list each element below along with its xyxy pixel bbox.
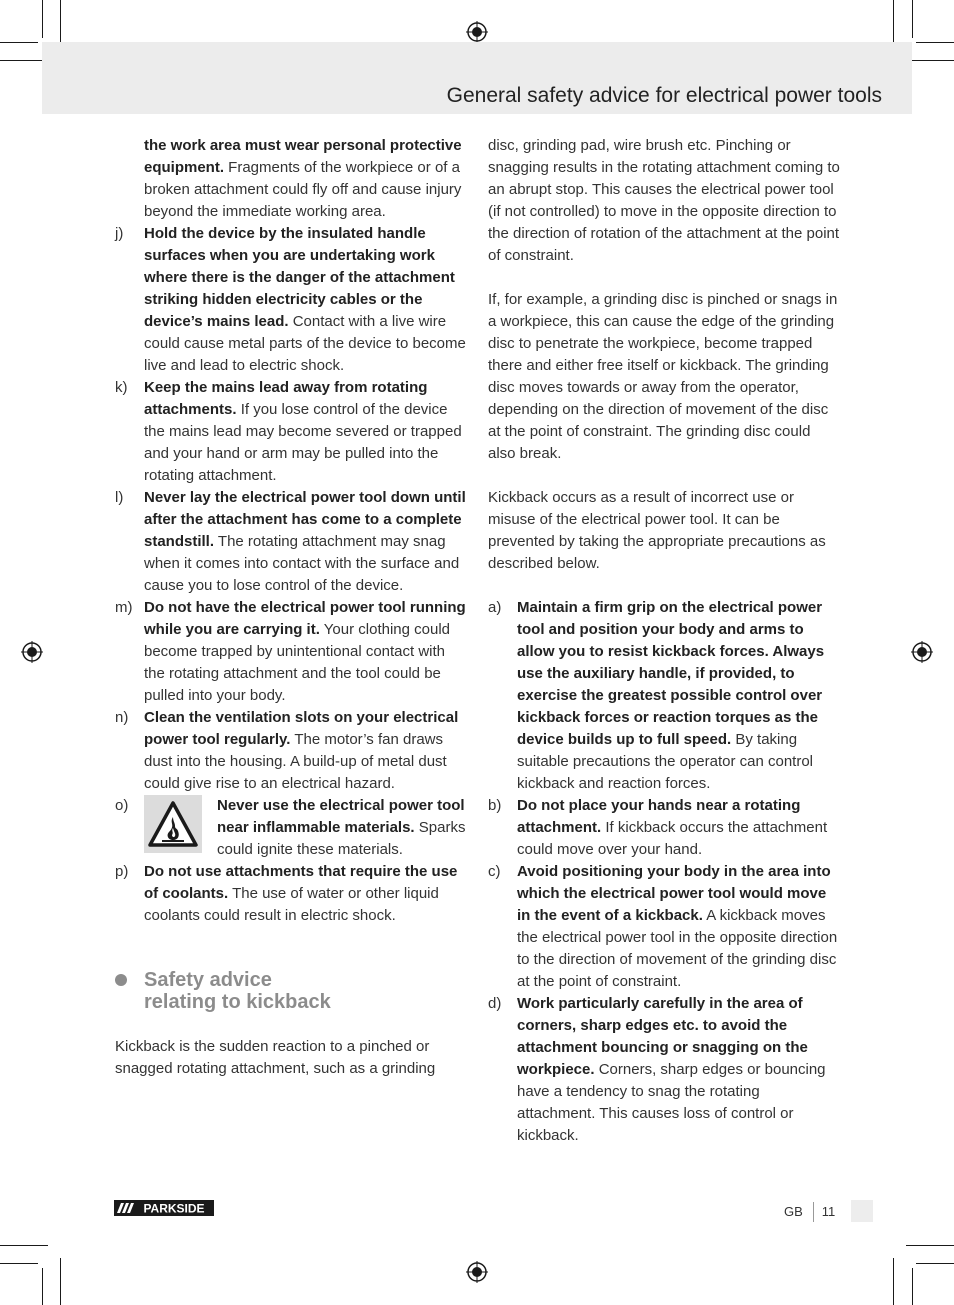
crop-mark [906,60,954,61]
crop-mark [0,42,38,43]
item-text: Sparks could ignite these materials. [217,819,466,858]
item-letter: d) [488,995,502,1012]
list-item-j [115,223,467,377]
item-bold: Clean the ventilation slots on your electrical power tool regularly. [144,709,459,748]
list-item-d [488,993,840,1147]
crop-mark [906,1245,954,1246]
fire-warning-icon [144,795,202,853]
item-text: Your clothing could become trapped by unintentional contact with the rotating attachment and the tool could be pulled into your body. [144,621,451,704]
separator [813,1202,814,1222]
item-letter: n) [115,709,129,726]
item-letter: b) [488,797,502,814]
list-item-k [115,377,467,487]
list-item-p [115,861,467,927]
page-title: General safety advice for electrical power tools [446,84,882,107]
item-text: A kickback moves the electrical power tool in the opposite direction to the direction of movement of the grinding disc at the point of constraint. [517,907,838,990]
item-bold: Do not use attachments that require the use of coolants. [144,863,458,902]
crop-mark [916,1263,954,1264]
item-bold: Do not have the electrical power tool running while you are carrying it. [144,599,466,638]
item-bold: Never lay the electrical power tool down until after the attachment has come to a complete standstill. [144,489,466,550]
list-item-o [115,795,467,861]
item-bold: Maintain a firm grip on the electrical power tool and position your body and arms to allow you to resist kickback forces. Always use the auxiliary handle, if provided, to exercise the greatest possible control over kickback forces or reaction torques as the device builds up to full speed. [517,599,825,748]
crop-mark [893,0,894,48]
item-bold: Hold the device by the insulated handle surfaces when you are undertaking work where there is the danger of the attachment striking hidden electricity cables or the device’s mains lead. [144,225,455,330]
body-paragraph: disc, grinding pad, wire brush etc. Pinching or snagging results in the rotating attachment coming to an abrupt stop. This causes the electrical power tool (if not controlled) to move in the opposite direction to the direction of rotation of the attachment at the point of constraint. [488,137,840,264]
crop-mark [0,1263,38,1264]
item-text: If kickback occurs the attachment could move over your hand. [517,819,828,858]
heading-line: relating to kickback [144,991,331,1013]
item-letter: a) [488,599,502,616]
paragraph-text: Fragments of the workpiece or of a broken attachment could fly off and cause injury beyond the immediate working area. [144,159,462,220]
crop-mark [893,1258,894,1305]
crop-mark [42,1268,43,1305]
item-text: By taking suitable precautions the operator can control kickback and reaction forces. [517,731,814,792]
registration-mark-icon [21,641,43,663]
body-paragraph: If, for example, a grinding disc is pinched or snags in a workpiece, this can cause the edge of the grinding disc to penetrate the workpiece, become trapped there and either free itself or kickback. The grinding disc moves towards or away from the operator, depending on the direction of movement of the disc at the point of constraint. The grinding disc could also break. [488,291,838,462]
parkside-logo [114,1200,214,1216]
item-text: Corners, sharp edges or bouncing have a tendency to snag the rotating attachment. This causes loss of control or kickback. [517,1061,826,1144]
registration-mark-icon [911,641,933,663]
list-item-c [488,861,840,993]
item-letter: l) [115,489,124,506]
right-column [488,135,840,1147]
list-item-m [115,597,467,707]
item-bold: Work particularly carefully in the area of corners, sharp edges etc. to avoid the attachment bouncing or snagging on the workpiece. [517,995,808,1078]
crop-mark [916,42,954,43]
item-text: Contact with a live wire could cause metal parts of the device to become live and lead to electric shock. [144,313,466,374]
footer-tab [851,1200,873,1222]
item-letter: o) [115,797,129,814]
paragraph-bold: the work area must wear personal protective equipment. [144,137,462,176]
heading-line: Safety advice [144,969,272,991]
item-text: The motor’s fan draws dust into the housing. A build-up of metal dust could give rise to an electrical hazard. [144,731,447,792]
list-item-a [488,597,840,795]
item-bold: Never use the electrical power tool near inflammable materials. [217,797,465,836]
crop-mark [42,0,43,38]
list-item-l [115,487,467,597]
item-text: If you lose control of the device the mains lead may become severed or trapped and your hand or arm may be pulled into the rotating attachment. [144,401,462,484]
crop-mark [0,1245,48,1246]
warning-row [144,795,467,861]
item-bold: Do not place your hands near a rotating attachment. [517,797,801,836]
page-number-area [784,1201,835,1223]
registration-mark-icon [466,1261,488,1283]
item-bold: Keep the mains lead away from rotating attachments. [144,379,428,418]
item-text: The rotating attachment may snag when it comes into contact with the surface and cause you to lose control of the device. [144,533,460,594]
item-bold: Avoid positioning your body in the area into which the electrical power tool would move in the event of a kickback. [517,863,831,924]
item-letter: p) [115,863,129,880]
body-paragraph: Kickback is the sudden reaction to a pinched or snagged rotating attachment, such as a grinding [115,1038,436,1077]
continued-paragraph [115,135,467,223]
brand-name: PARKSIDE [143,1201,205,1216]
list-item-b [488,795,840,861]
crop-mark [0,60,48,61]
left-column [115,135,467,1080]
crop-mark [60,0,61,48]
bullet-icon [115,974,127,986]
item-letter: j) [115,225,124,242]
language-code: GB [784,1204,803,1219]
crop-mark [912,1268,913,1305]
item-letter: c) [488,863,501,880]
page-number: 11 [821,1204,836,1219]
item-letter: m) [115,599,133,616]
warning-text [217,795,467,861]
crop-mark [912,0,913,38]
list-item-n [115,707,467,795]
section-heading [115,969,467,1013]
body-paragraph: Kickback occurs as a result of incorrect use or misuse of the electrical power tool. It can be prevented by taking the appropriate precautions as described below. [488,489,826,572]
registration-mark-icon [466,21,488,43]
crop-mark [60,1258,61,1305]
item-text: The use of water or other liquid coolants could result in electric shock. [144,885,439,924]
item-letter: k) [115,379,128,396]
